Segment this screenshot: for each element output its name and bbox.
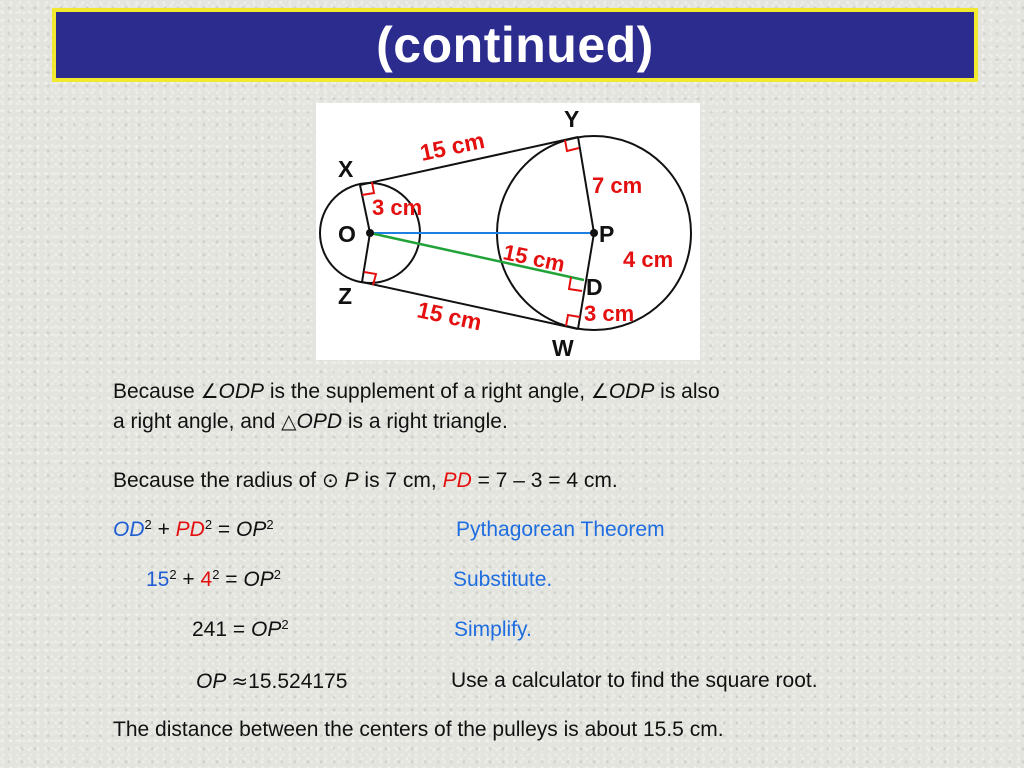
text-is-7cm: is 7 cm, [358, 469, 443, 492]
text-supplement: is the supplement of a right angle, [264, 380, 591, 403]
equals-sign: = [227, 618, 251, 641]
exponent: 2 [144, 517, 152, 532]
exponent: 2 [281, 617, 289, 632]
eq-op: OP [243, 568, 274, 591]
length-label-zw: 15 cm [414, 296, 485, 336]
length-label-xy: 15 cm [417, 126, 487, 166]
exponent: 2 [169, 567, 177, 582]
reason-paragraph-line-1 [113, 379, 720, 404]
reason-square-root: Use a calculator to find the square root. [451, 669, 818, 692]
vertex-label-p: P [599, 221, 615, 247]
length-label-py: 7 cm [592, 173, 643, 198]
eq-op: OP [250, 618, 282, 641]
vertex-label-d: D [586, 274, 603, 300]
text-odp: ODP [218, 380, 265, 403]
triangle-symbol: △ [281, 409, 297, 433]
conclusion-statement: The distance between the centers of the pulleys is about 15.5 cm. [113, 718, 724, 741]
equals-sign: = [219, 568, 244, 591]
eq-op-value: 15.524175 [248, 670, 348, 693]
exponent: 2 [273, 567, 281, 582]
text-p: P [338, 469, 359, 492]
text-because: Because [113, 380, 201, 403]
right-angle-mark-y [565, 140, 579, 151]
text-right-angle-and: a right angle, and [113, 410, 282, 433]
reason-simplify: Simplify. [454, 618, 532, 641]
length-label-dw: 3 cm [584, 301, 635, 326]
eq-15: 15 [146, 568, 170, 591]
equals-sign: = [212, 518, 237, 541]
eq-4: 4 [200, 568, 213, 591]
exponent: 2 [204, 517, 213, 532]
text-right-triangle: is a right triangle. [342, 410, 508, 433]
radius-ox [360, 185, 370, 233]
exponent: 2 [212, 567, 220, 582]
length-label-od: 15 cm [500, 239, 568, 277]
pulley-diagram [316, 103, 700, 360]
eq-op: OP [196, 670, 232, 693]
plus-sign: + [176, 568, 201, 591]
equation-pythagorean [113, 518, 274, 542]
vertex-label-y: Y [564, 106, 580, 132]
eq-od: OD [113, 518, 145, 541]
reason-substitute: Substitute. [453, 568, 553, 591]
center-point-o [366, 229, 374, 237]
text-pd: PD [442, 469, 472, 492]
radius-statement [113, 468, 618, 493]
exponent: 2 [266, 517, 274, 532]
eq-pd: PD [175, 518, 205, 541]
slide-title: (continued) [376, 17, 654, 73]
vertex-label-w: W [552, 335, 574, 360]
text-odp: ODP [608, 380, 655, 403]
text-opd: OPD [296, 410, 343, 433]
text-pd-calc: = 7 – 3 = 4 cm. [471, 469, 618, 492]
equation-square-root [196, 669, 347, 694]
equation-simplify [192, 618, 289, 642]
reason-pythagorean: Pythagorean Theorem [456, 518, 665, 541]
vertex-label-z: Z [338, 283, 353, 309]
center-point-p [590, 229, 598, 237]
angle-symbol: ∠ [590, 379, 609, 403]
radius-oz [362, 233, 370, 282]
vertex-label-x: X [338, 156, 354, 182]
title-bar [52, 8, 978, 82]
plus-sign: + [151, 518, 176, 541]
text-is-also: is also [654, 380, 720, 403]
length-label-ox: 3 cm [372, 195, 423, 220]
reason-paragraph-line-2 [113, 409, 508, 434]
text-radius-of: Because the radius of [113, 469, 322, 492]
length-label-pd: 4 cm [623, 247, 674, 272]
circle-symbol: ⊙ [321, 468, 339, 492]
equation-substitute [146, 568, 281, 592]
vertex-label-o: O [338, 221, 356, 247]
approx-symbol: ≈ [231, 669, 249, 693]
pulley-diagram-svg [316, 103, 700, 360]
eq-241: 241 [192, 618, 228, 641]
eq-op: OP [236, 518, 267, 541]
angle-symbol: ∠ [200, 379, 219, 403]
